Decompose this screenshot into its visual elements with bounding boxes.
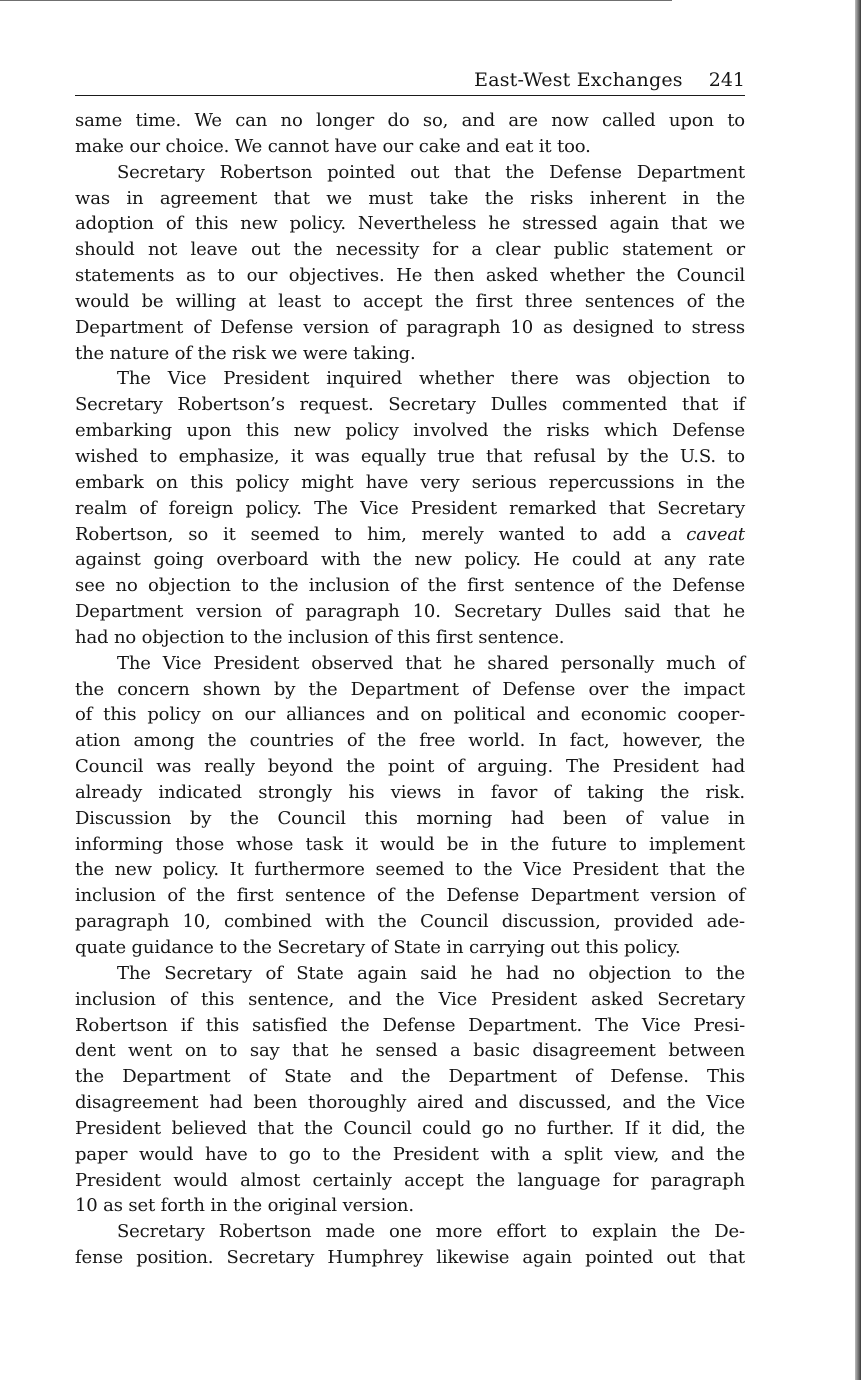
text-line: President would almost certainly accept the language for paragraph — [75, 1169, 745, 1191]
text-line: of this policy on our alliances and on political and economic cooper- — [75, 704, 745, 726]
text-line: paragraph 10, combined with the Council discussion, provided ade- — [75, 911, 745, 933]
text-line: The Vice President observed that he shared personally much of — [117, 652, 745, 674]
text-line: Department version of paragraph 10. Secretary Dulles said that he — [75, 601, 745, 623]
scan-top-border — [0, 0, 672, 1]
running-title: East-West Exchanges — [474, 69, 683, 91]
text-line: make our choice. We cannot have our cake and eat it too. — [75, 135, 591, 157]
text-line: Discussion by the Council this morning had been of value in — [75, 807, 745, 829]
page-number: 241 — [708, 69, 745, 91]
text-line: was in agreement that we must take the risks inherent in the — [75, 187, 745, 209]
text-line: adoption of this new policy. Nevertheless he stressed again that we — [75, 213, 745, 235]
text-line: inclusion of this sentence, and the Vice President asked Secretary — [75, 988, 745, 1010]
text-line: inclusion of the first sentence of the Defense Department version of — [75, 885, 745, 907]
text-line: ation among the countries of the free world. In fact, however, the — [75, 730, 745, 752]
text-line-with-italic — [75, 522, 745, 548]
italic-word-caveat: caveat — [686, 523, 745, 545]
text-line: should not leave out the necessity for a clear public statement or — [75, 239, 745, 261]
scan-right-edge — [855, 0, 861, 1380]
body-text — [75, 108, 745, 1271]
text-line: dent went on to say that he sensed a basic disagreement between — [75, 1040, 745, 1062]
text-line: Robertson if this satisfied the Defense Department. The Vice Presi- — [75, 1014, 745, 1036]
text-line: realm of foreign policy. The Vice President remarked that Secretary — [75, 497, 745, 519]
text-line: disagreement had been thoroughly aired and discussed, and the Vice — [75, 1092, 745, 1114]
text-line: see no objection to the inclusion of the first sentence of the Defense — [75, 575, 745, 597]
text-line: embark on this policy might have very serious repercussions in the — [75, 471, 745, 493]
text-line: the nature of the risk we were taking. — [75, 342, 416, 364]
text-line: Secretary Robertson made one more effort to explain the De- — [117, 1221, 745, 1243]
text-line: had no objection to the inclusion of this first sentence. — [75, 626, 565, 648]
text-line: statements as to our objectives. He then asked whether the Council — [75, 265, 745, 287]
text-line: same time. We can no longer do so, and are now called upon to — [75, 110, 745, 131]
text-line: embarking upon this new policy involved the risks which Defense — [75, 420, 745, 442]
text-line: the concern shown by the Department of Defense over the impact — [75, 678, 745, 700]
text-line: would be willing at least to accept the first three sentences of the — [75, 290, 745, 312]
running-header — [75, 68, 745, 96]
text-line: Council was really beyond the point of arguing. The President had — [75, 756, 745, 778]
text-line: quate guidance to the Secretary of State in carrying out this policy. — [75, 937, 681, 958]
text-line: fense position. Secretary Humphrey likewise again pointed out that — [75, 1247, 745, 1269]
text-line-segment: Robertson, so it seemed to him, merely wanted to add a — [75, 523, 672, 545]
text-line: Secretary Robertson’s request. Secretary Dulles commented that if — [75, 394, 745, 416]
text-line: President believed that the Council could go no further. If it did, the — [75, 1117, 745, 1139]
text-line: already indicated strongly his views in favor of taking the risk. — [75, 781, 745, 803]
text-line: 10 as set forth in the original version. — [75, 1195, 414, 1217]
text-line: informing those whose task it would be in the future to implement — [75, 833, 745, 855]
text-line: the Department of State and the Department of Defense. This — [75, 1066, 745, 1088]
text-line: the new policy. It furthermore seemed to the Vice President that the — [75, 859, 745, 881]
text-line: The Secretary of State again said he had no objection to the — [117, 962, 745, 984]
text-line: Secretary Robertson pointed out that the Defense Department — [117, 161, 745, 183]
document-page — [75, 68, 745, 1271]
text-line: wished to emphasize, it was equally true that refusal by the U.S. to — [75, 445, 745, 467]
text-line: The Vice President inquired whether there was objection to — [117, 368, 745, 390]
text-line: paper would have to go to the President with a split view, and the — [75, 1143, 745, 1165]
text-line: against going overboard with the new policy. He could at any rate — [75, 549, 745, 571]
text-line: Department of Defense version of paragraph 10 as designed to stress — [75, 316, 745, 338]
